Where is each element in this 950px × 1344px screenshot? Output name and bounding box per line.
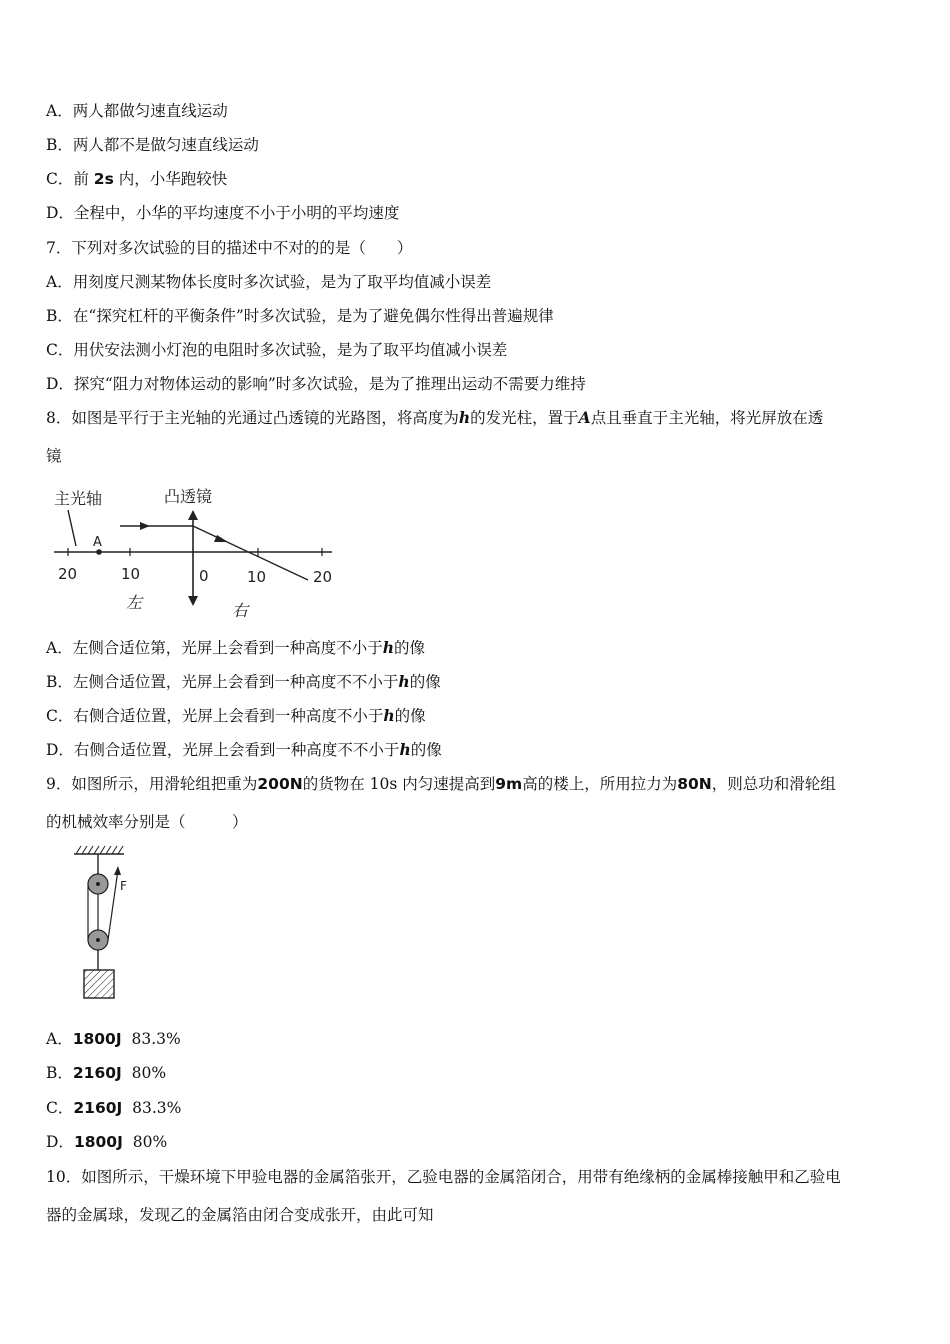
q7-stem: 7．下列对多次试验的目的描述中不对的的是（ ）	[46, 239, 413, 257]
rope-pull	[108, 870, 118, 940]
q8-option-a: A．左侧合适位第，光屏上会看到一种高度不小于h的像	[46, 638, 425, 657]
label-principal-axis: 主光轴	[54, 489, 103, 508]
q7-option-d: D．探究“阻力对物体运动的影响”时多次试验，是为了推理出运动不需要力维持	[46, 375, 586, 393]
label-right: 右	[232, 601, 249, 620]
lens-arrow-bottom	[188, 596, 198, 606]
q10-stem: 10．如图所示，干燥环境下甲验电器的金属箔张开，乙验电器的金属箔闭合，用带有绝缘柄的金属棒接触甲和乙验电	[46, 1168, 841, 1186]
q9-option-a: A．1800J 83.3%	[46, 1030, 181, 1048]
q6-option-c: C．前 2s 内，小华跑较快	[46, 170, 228, 188]
label-force: F	[120, 879, 127, 893]
q7-option-a: A．用刻度尺测某物体长度时多次试验，是为了取平均值减小误差	[46, 273, 492, 291]
q9-stem: 9．如图所示，用滑轮组把重为200N的货物在 10s 内匀速提高到9m高的楼上，所用拉力为80N，则总功和滑轮组	[46, 775, 836, 793]
q6-option-d: D．全程中，小华的平均速度不小于小明的平均速度	[46, 204, 400, 222]
q8-option-b: B．左侧合适位置，光屏上会看到一种高度不不小于h的像	[46, 672, 441, 691]
label-point-a: A	[93, 535, 102, 550]
q8-stem: 8．如图是平行于主光轴的光通过凸透镜的光路图，将高度为h的发光柱，置于A点且垂直于主光轴，将光屏放在透	[46, 408, 824, 427]
refracted-ray-arrow	[214, 535, 228, 542]
q8-option-d: D．右侧合适位置，光屏上会看到一种高度不不小于h的像	[46, 740, 442, 759]
tick-10-left: 10	[121, 565, 141, 583]
q9-option-c: C．2160J 83.3%	[46, 1099, 182, 1117]
force-arrow	[114, 866, 121, 875]
q8-option-c: C．右侧合适位置，光屏上会看到一种高度不小于h的像	[46, 706, 426, 725]
lens-arrow-top	[188, 510, 198, 520]
tick-20-left: 20	[58, 565, 78, 583]
axis-pointer-line	[68, 510, 76, 546]
tick-10-right: 10	[247, 568, 267, 586]
q6-option-a: A．两人都做匀速直线运动	[46, 102, 228, 120]
label-convex-lens: 凸透镜	[164, 487, 213, 506]
q6-option-b: B．两人都不是做匀速直线运动	[46, 136, 259, 154]
label-left: 左	[126, 593, 143, 612]
q10-stem-line2: 器的金属球，发现乙的金属箔由闭合变成张开，由此可知	[46, 1206, 434, 1224]
q8-stem-line2: 镜	[46, 447, 62, 465]
q9-option-d: D．1800J 80%	[46, 1133, 168, 1151]
q7-option-b: B．在“探究杠杆的平衡条件”时多次试验，是为了避免偶尔性得出普遍规律	[46, 307, 554, 325]
lens-diagram	[46, 482, 346, 626]
tick-20-right: 20	[313, 568, 333, 586]
q9-option-b: B．2160J 80%	[46, 1064, 167, 1082]
ceiling-hatch	[76, 846, 123, 854]
pulley-diagram	[66, 842, 146, 1008]
q7-option-c: C．用伏安法测小灯泡的电阻时多次试验，是为了取平均值减小误差	[46, 341, 508, 359]
incident-ray-arrow	[140, 522, 150, 530]
point-a-marker	[96, 549, 102, 555]
tick-0: 0	[199, 567, 209, 585]
load-box	[84, 970, 114, 998]
q9-stem-line2: 的机械效率分别是（ ）	[46, 813, 248, 831]
